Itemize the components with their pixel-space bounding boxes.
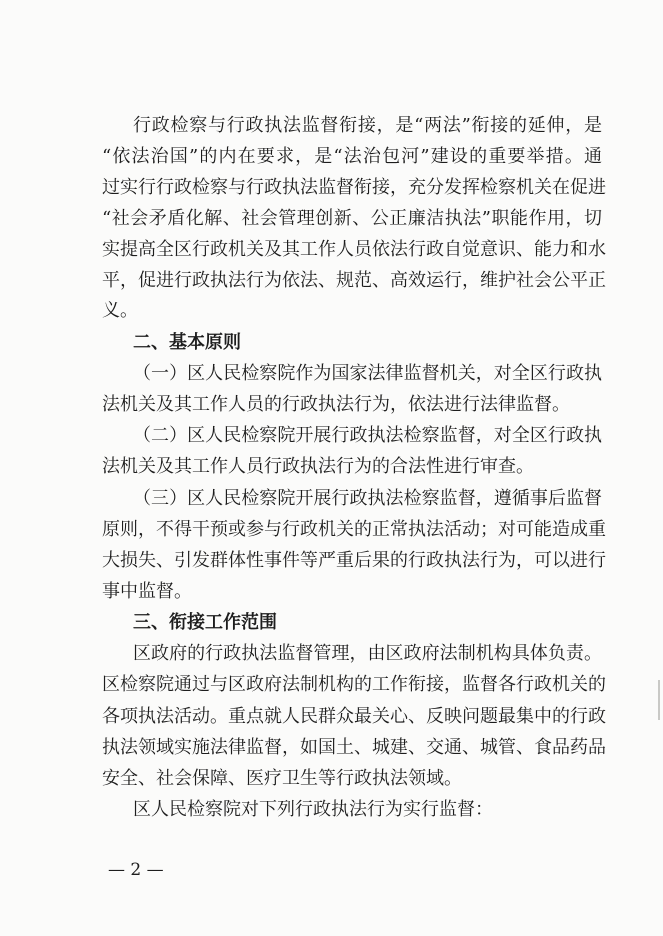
paragraph-line: 大损失、引发群体性事件等严重后果的行政执法行为，可以进行 (102, 550, 606, 571)
paragraph-line: “社会矛盾化解、社会管理创新、公正廉洁执法”职能作用，切 (102, 208, 602, 229)
paragraph-line: 安全、社会保障、医疗卫生等行政执法领域。 (102, 768, 462, 789)
paragraph-line: （三）区人民检察院开展行政执法检察监督，遵循事后监督 (133, 488, 602, 509)
paragraph-line: 执法领域实施法律监督，如国土、城建、交通、城管、食品药品 (102, 737, 606, 758)
paragraph-line: 各项执法活动。重点就人民群众最关心、反映问题最集中的行政 (102, 706, 606, 727)
paragraph-line: “依法治国”的内在要求，是“法治包河”建设的重要举措。通 (102, 146, 602, 167)
section-heading: 二、基本原则 (133, 332, 241, 353)
paragraph-line: （一）区人民检察院作为国家法律监督机关，对全区行政执 (133, 363, 602, 384)
paragraph-line: 行政检察与行政执法监督衔接，是“两法”衔接的延伸，是 (133, 115, 602, 136)
paragraph-line: 区检察院通过与区政府法制机构的工作衔接，监督各行政机关的 (102, 674, 606, 695)
paragraph-line: 原则，不得干预或参与行政机关的正常执法活动；对可能造成重 (102, 519, 606, 540)
paragraph-line: 区政府的行政执法监督管理，由区政府法制机构具体负责。 (133, 643, 602, 664)
scan-edge-mark (658, 680, 660, 720)
paragraph-line: 法机关及其工作人员的行政执法行为，依法进行法律监督。 (102, 394, 570, 415)
paragraph-line: 实提高全区行政机关及其工作人员依法行政自觉意识、能力和水 (102, 239, 606, 260)
page-number: — 2 — (108, 860, 164, 880)
section-heading: 三、衔接工作范围 (133, 612, 277, 633)
paragraph-line: 区人民检察院对下列行政执法行为实行监督： (133, 799, 493, 820)
paragraph-line: 过实行行政检察与行政执法监督衔接，充分发挥检察机关在促进 (102, 177, 606, 198)
paragraph-line: （二）区人民检察院开展行政执法检察监督，对全区行政执 (133, 425, 602, 446)
paragraph-line: 义。 (102, 300, 138, 321)
paragraph-line: 事中监督。 (102, 581, 192, 602)
paragraph-line: 平，促进行政执法行为依法、规范、高效运行，维护社会公平正 (102, 270, 606, 291)
paragraph-line: 法机关及其工作人员行政执法行为的合法性进行审查。 (102, 456, 534, 477)
